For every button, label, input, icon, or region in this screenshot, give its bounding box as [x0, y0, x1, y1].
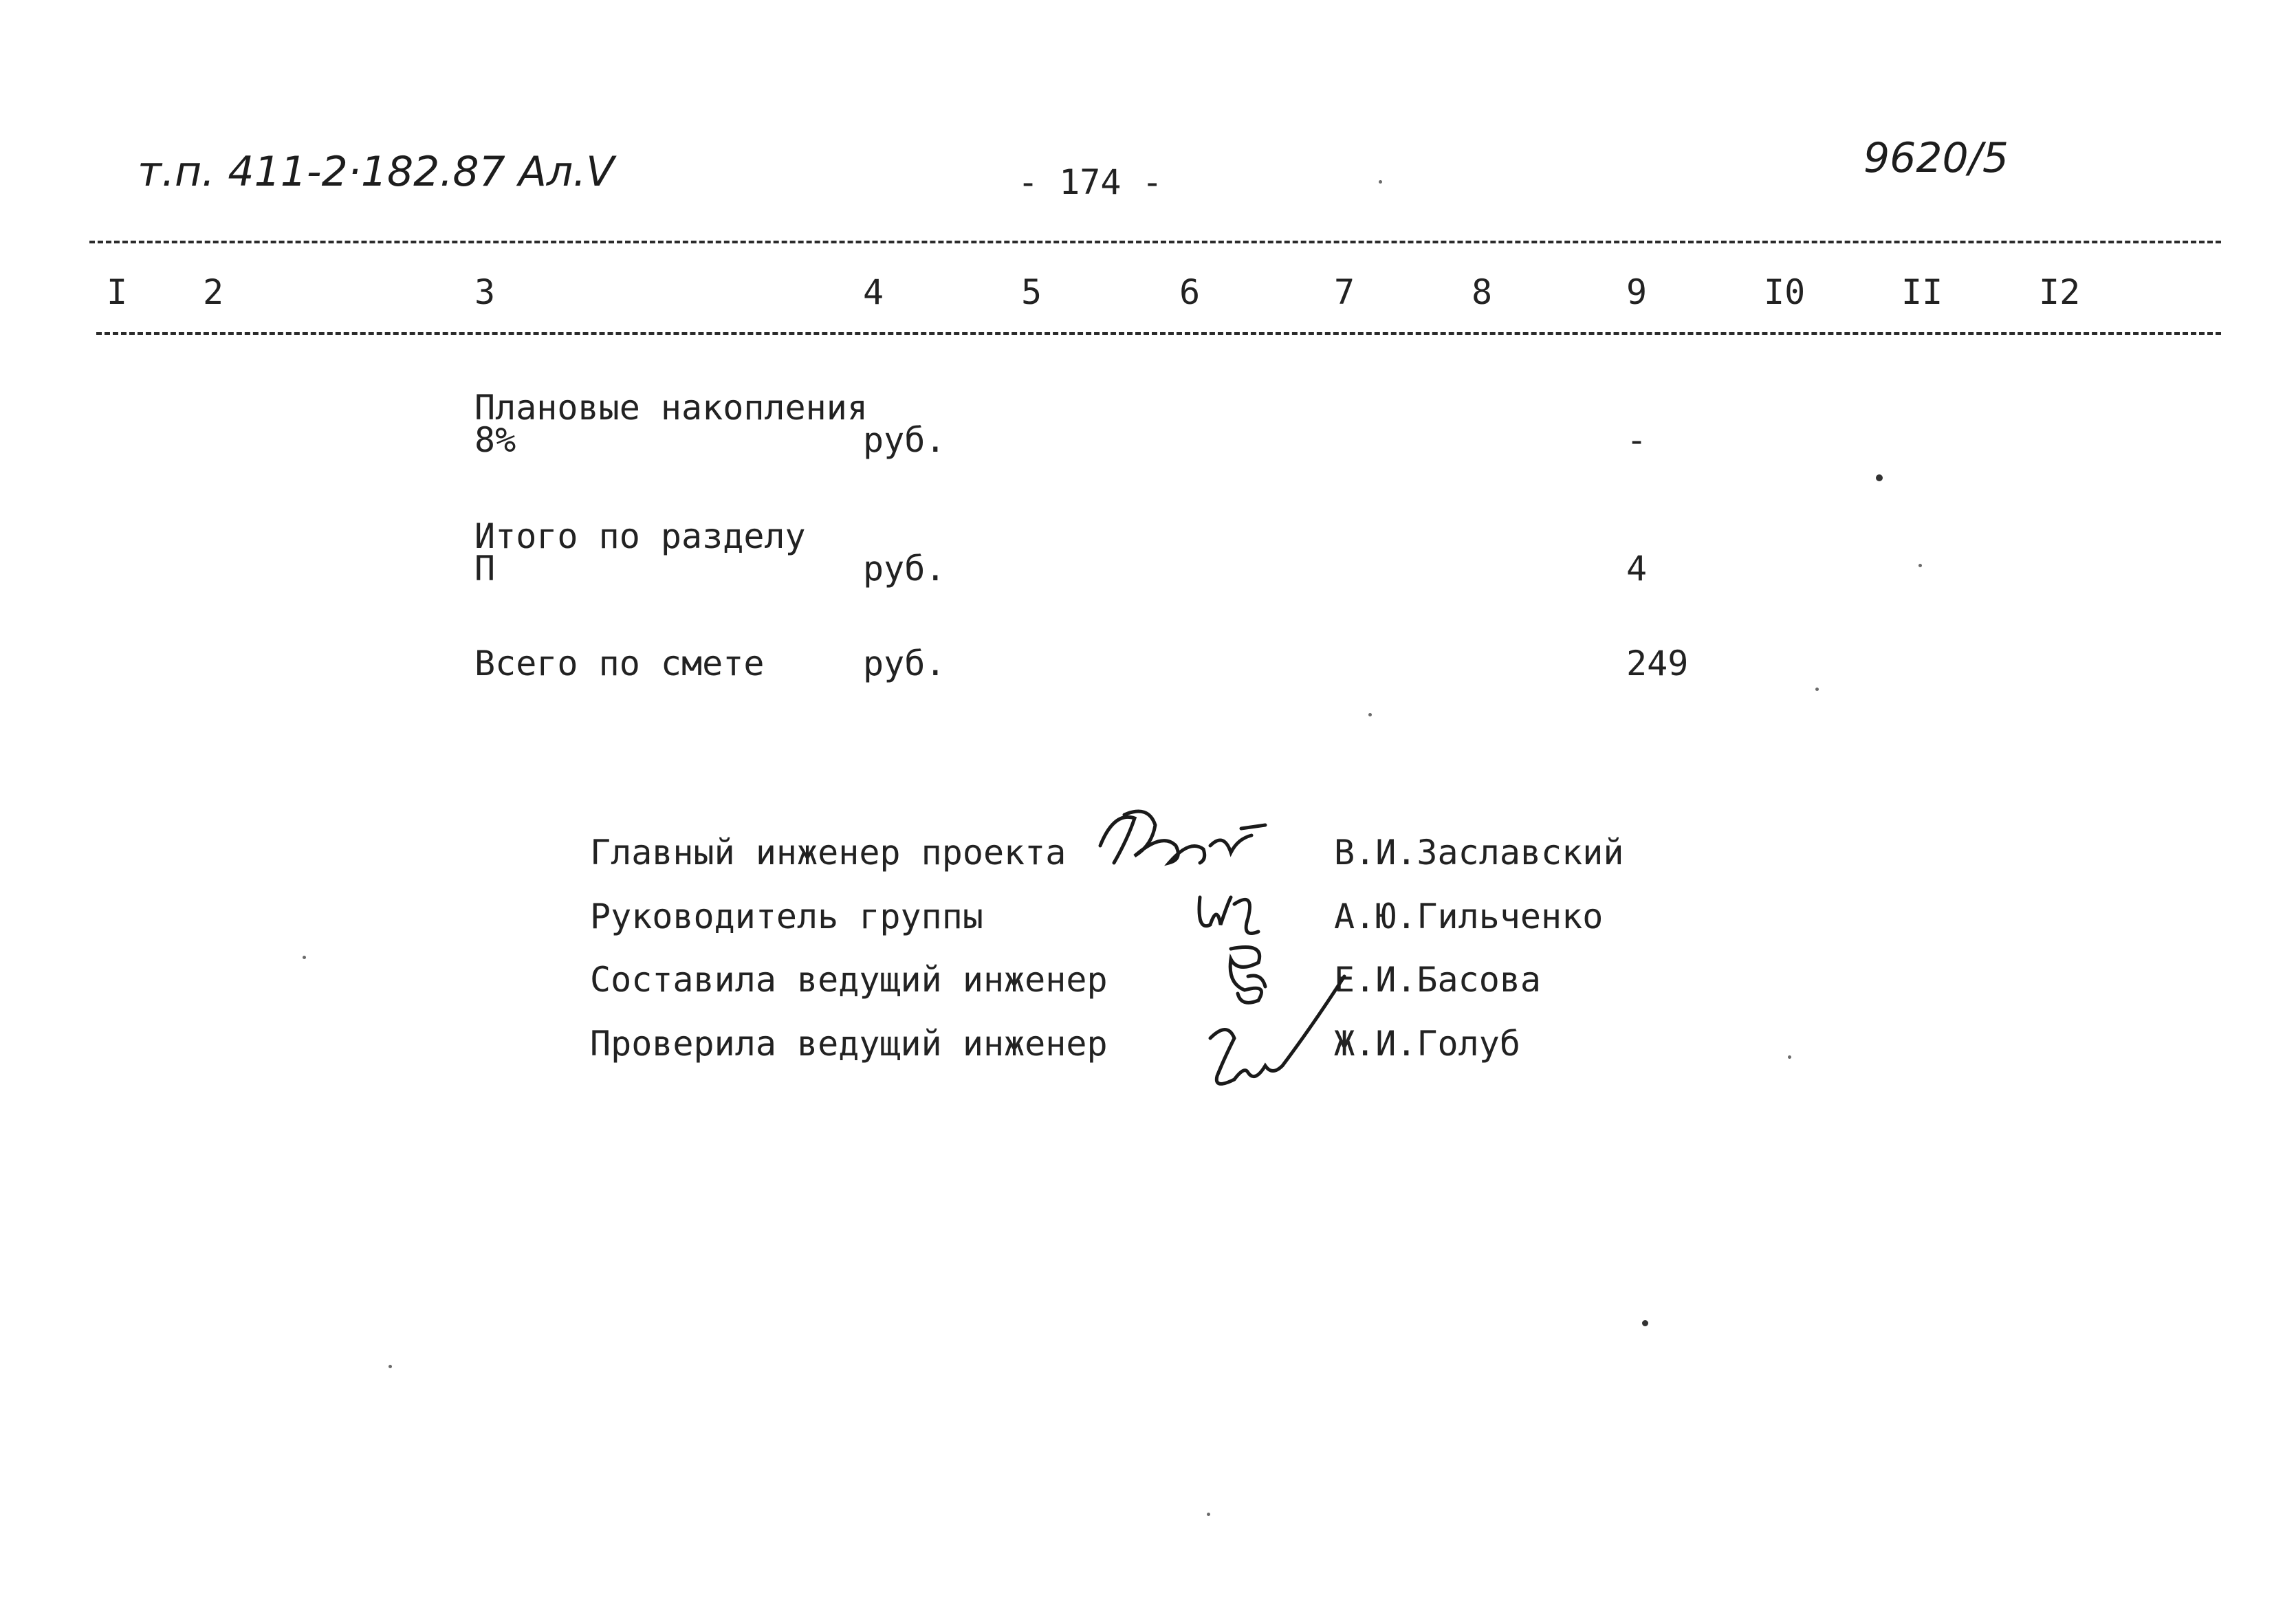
column-number: 5	[1021, 272, 1042, 312]
signature-mark-checker	[1196, 963, 1355, 1093]
scan-speck	[303, 956, 306, 959]
row-name: Итого по разделу	[474, 516, 806, 556]
signature-name: Ж.И.Голуб	[1334, 1024, 1520, 1064]
column-number: I2	[2039, 272, 2081, 312]
row-unit: руб.	[863, 420, 946, 460]
signature-role: Проверила ведущий инженер	[590, 1024, 1108, 1064]
signature-role: Главный инженер проекта	[590, 833, 1067, 873]
row-value: 249	[1626, 644, 1689, 683]
row-value: 4	[1626, 549, 1648, 589]
column-number: 8	[1472, 272, 1493, 312]
scan-speck	[1368, 713, 1372, 716]
scan-speck	[1815, 688, 1819, 691]
column-number: I	[107, 272, 128, 312]
row-name: Плановые накопления	[474, 388, 868, 428]
column-number: 4	[863, 272, 884, 312]
row-unit: руб.	[863, 644, 946, 683]
column-number: 7	[1334, 272, 1355, 312]
column-number: 2	[203, 272, 224, 312]
row-value: -	[1626, 420, 1648, 460]
row-name: Всего по смете	[474, 644, 765, 683]
doc-code: т.п. 411-2·182.87 Ал.V	[138, 148, 615, 196]
signature-name: А.Ю.Гильченко	[1334, 897, 1604, 936]
page-number: - 174 -	[1018, 162, 1163, 202]
scan-speck	[1876, 474, 1883, 481]
scan-speck	[1207, 1513, 1210, 1516]
scan-speck	[1918, 564, 1922, 567]
scan-speck	[1788, 1055, 1791, 1059]
row-name-cont: 8%	[474, 420, 516, 460]
signature-name: Е.И.Басова	[1334, 960, 1542, 1000]
column-number: 9	[1626, 272, 1648, 312]
column-number: 6	[1179, 272, 1201, 312]
top-rule	[89, 241, 2221, 243]
scan-speck	[389, 1365, 392, 1368]
column-number: II	[1901, 272, 1943, 312]
signature-mark-chief-engineer	[1086, 798, 1293, 880]
scan-speck	[1379, 180, 1382, 184]
signature-role: Составила ведущий инженер	[590, 960, 1108, 1000]
row-name-cont: П	[474, 549, 496, 589]
column-number: I0	[1764, 272, 1806, 312]
scan-speck	[1642, 1320, 1648, 1326]
row-unit: руб.	[863, 549, 946, 589]
signature-role: Руководитель группы	[590, 897, 983, 936]
inventory-number: 9620/5	[1863, 134, 2009, 182]
column-number: 3	[474, 272, 496, 312]
header-bottom-rule	[96, 332, 2221, 335]
signature-name: В.И.Заславский	[1334, 833, 1624, 873]
